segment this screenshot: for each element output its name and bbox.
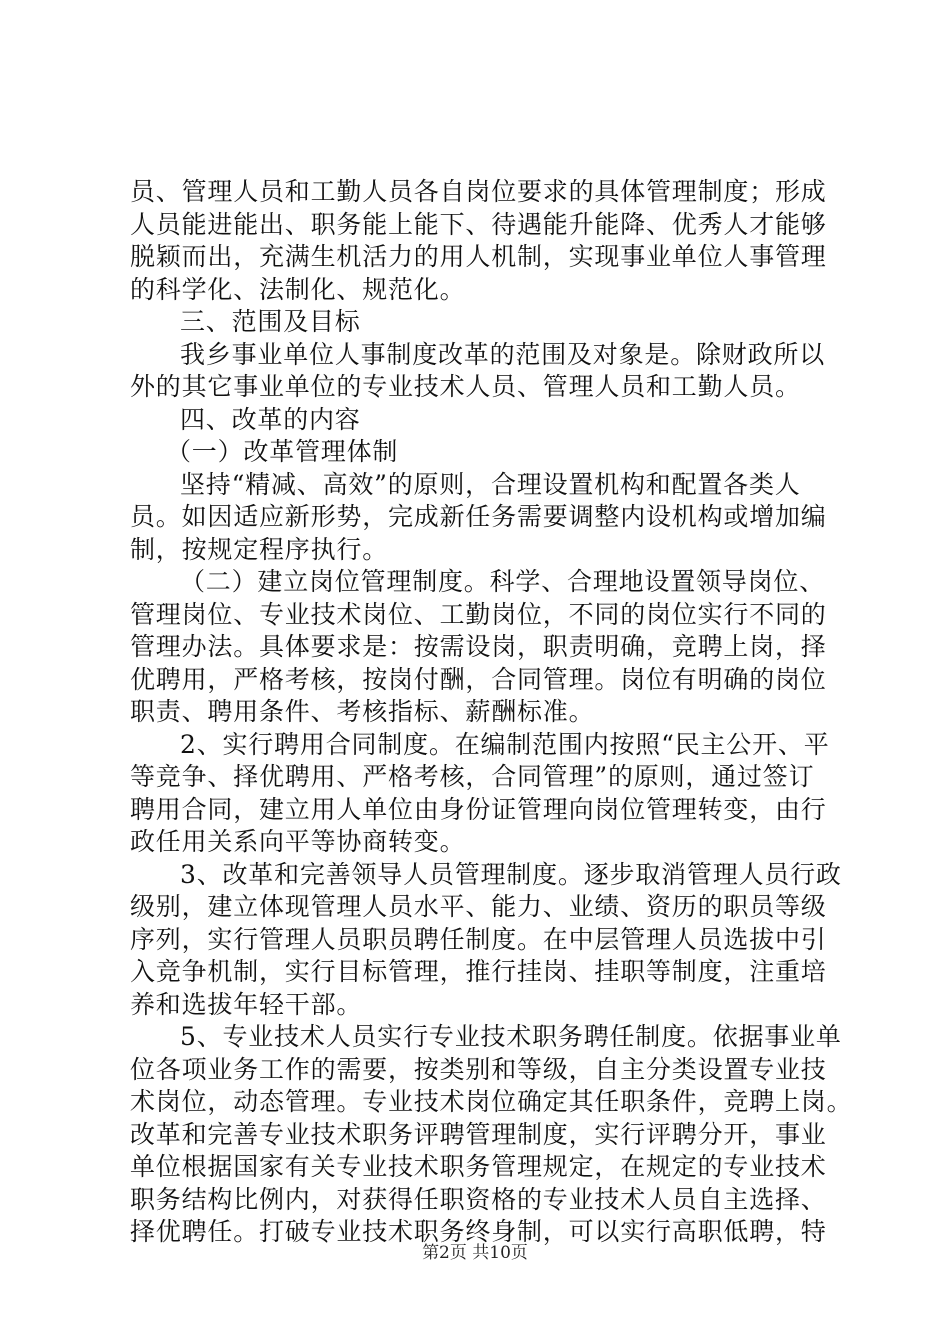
text-line: 职务结构比例内，对获得任职资格的专业技术人员自主选择、 [130, 1184, 827, 1214]
text-line: 养和选拔年轻干部。 [130, 989, 363, 1019]
subsection-heading: （一）改革管理体制 [166, 437, 399, 466]
text-line: 聘用合同，建立用人单位由身份证管理向岗位管理转变，由行 [130, 794, 827, 824]
section-heading: 四、改革的内容 [180, 404, 361, 434]
text-line: 3、改革和完善领导人员管理制度。逐步取消管理人员行政 [180, 859, 842, 889]
text-line: 5、专业技术人员实行专业技术职务聘任制度。依据事业单 [180, 1022, 842, 1051]
text-line: 入竞争机制，实行目标管理，推行挂岗、挂职等制度，注重培 [130, 957, 827, 986]
text-line: 等竞争、择优聘用、严格考核，合同管理”的原则，通过签订 [130, 762, 815, 791]
text-line: 改革和完善专业技术职务评聘管理制度，实行评聘分开，事业 [130, 1119, 827, 1149]
text-line: 的科学化、法制化、规范化。 [130, 274, 466, 304]
document-body [130, 176, 853, 1249]
text-line: 坚持“精减、高效”的原则，合理设置机构和配置各类人 [180, 469, 801, 499]
text-line: 人员能进能出、职务能上能下、待遇能升能降、优秀人才能够 [130, 209, 827, 239]
text-line: 管理岗位、专业技术岗位、工勤岗位，不同的岗位实行不同的 [130, 599, 827, 629]
text-line: 员、管理人员和工勤人员各自岗位要求的具体管理制度；形成 [130, 177, 827, 206]
text-line: 制，按规定程序执行。 [130, 534, 389, 564]
section-heading: 三、范围及目标 [180, 307, 361, 336]
text-line: 单位根据国家有关专业技术职务管理规定，在规定的专业技术 [130, 1152, 827, 1181]
text-line: 位各项业务工作的需要，按类别和等级，自主分类设置专业技 [130, 1054, 827, 1084]
text-line: 脱颖而出，充满生机活力的用人机制，实现事业单位人事管理 [130, 242, 827, 271]
page-number: 第2页 共10页 [422, 1243, 528, 1263]
text-line: 政任用关系向平等协商转变。 [130, 827, 466, 856]
text-line: 序列，实行管理人员职员聘任制度。在中层管理人员选拔中引 [130, 924, 827, 954]
text-line: 职责、聘用条件、考核指标、薪酬标准。 [130, 697, 595, 726]
text-line: （二）建立岗位管理制度。科学、合理地设置领导岗位、 [180, 567, 826, 596]
text-line: 级别，建立体现管理人员水平、能力、业绩、资历的职员等级 [130, 892, 827, 921]
text-line: 2、实行聘用合同制度。在编制范围内按照“民主公开、平 [180, 729, 830, 759]
text-line: 外的其它事业单位的专业技术人员、管理人员和工勤人员。 [130, 372, 801, 401]
text-line: 员。如因适应新形势，完成新任务需要调整内设机构或增加编 [130, 502, 827, 531]
text-line: 术岗位，动态管理。专业技术岗位确定其任职条件，竞聘上岗。 [130, 1087, 853, 1116]
text-line: 我乡事业单位人事制度改革的范围及对象是。除财政所以 [180, 339, 826, 369]
text-line: 优聘用，严格考核，按岗付酬，合同管理。岗位有明确的岗位 [130, 664, 827, 694]
text-line: 择优聘任。打破专业技术职务终身制，可以实行高职低聘，特 [130, 1217, 827, 1246]
text-line: 管理办法。具体要求是：按需设岗，职责明确，竞聘上岗，择 [130, 632, 827, 661]
